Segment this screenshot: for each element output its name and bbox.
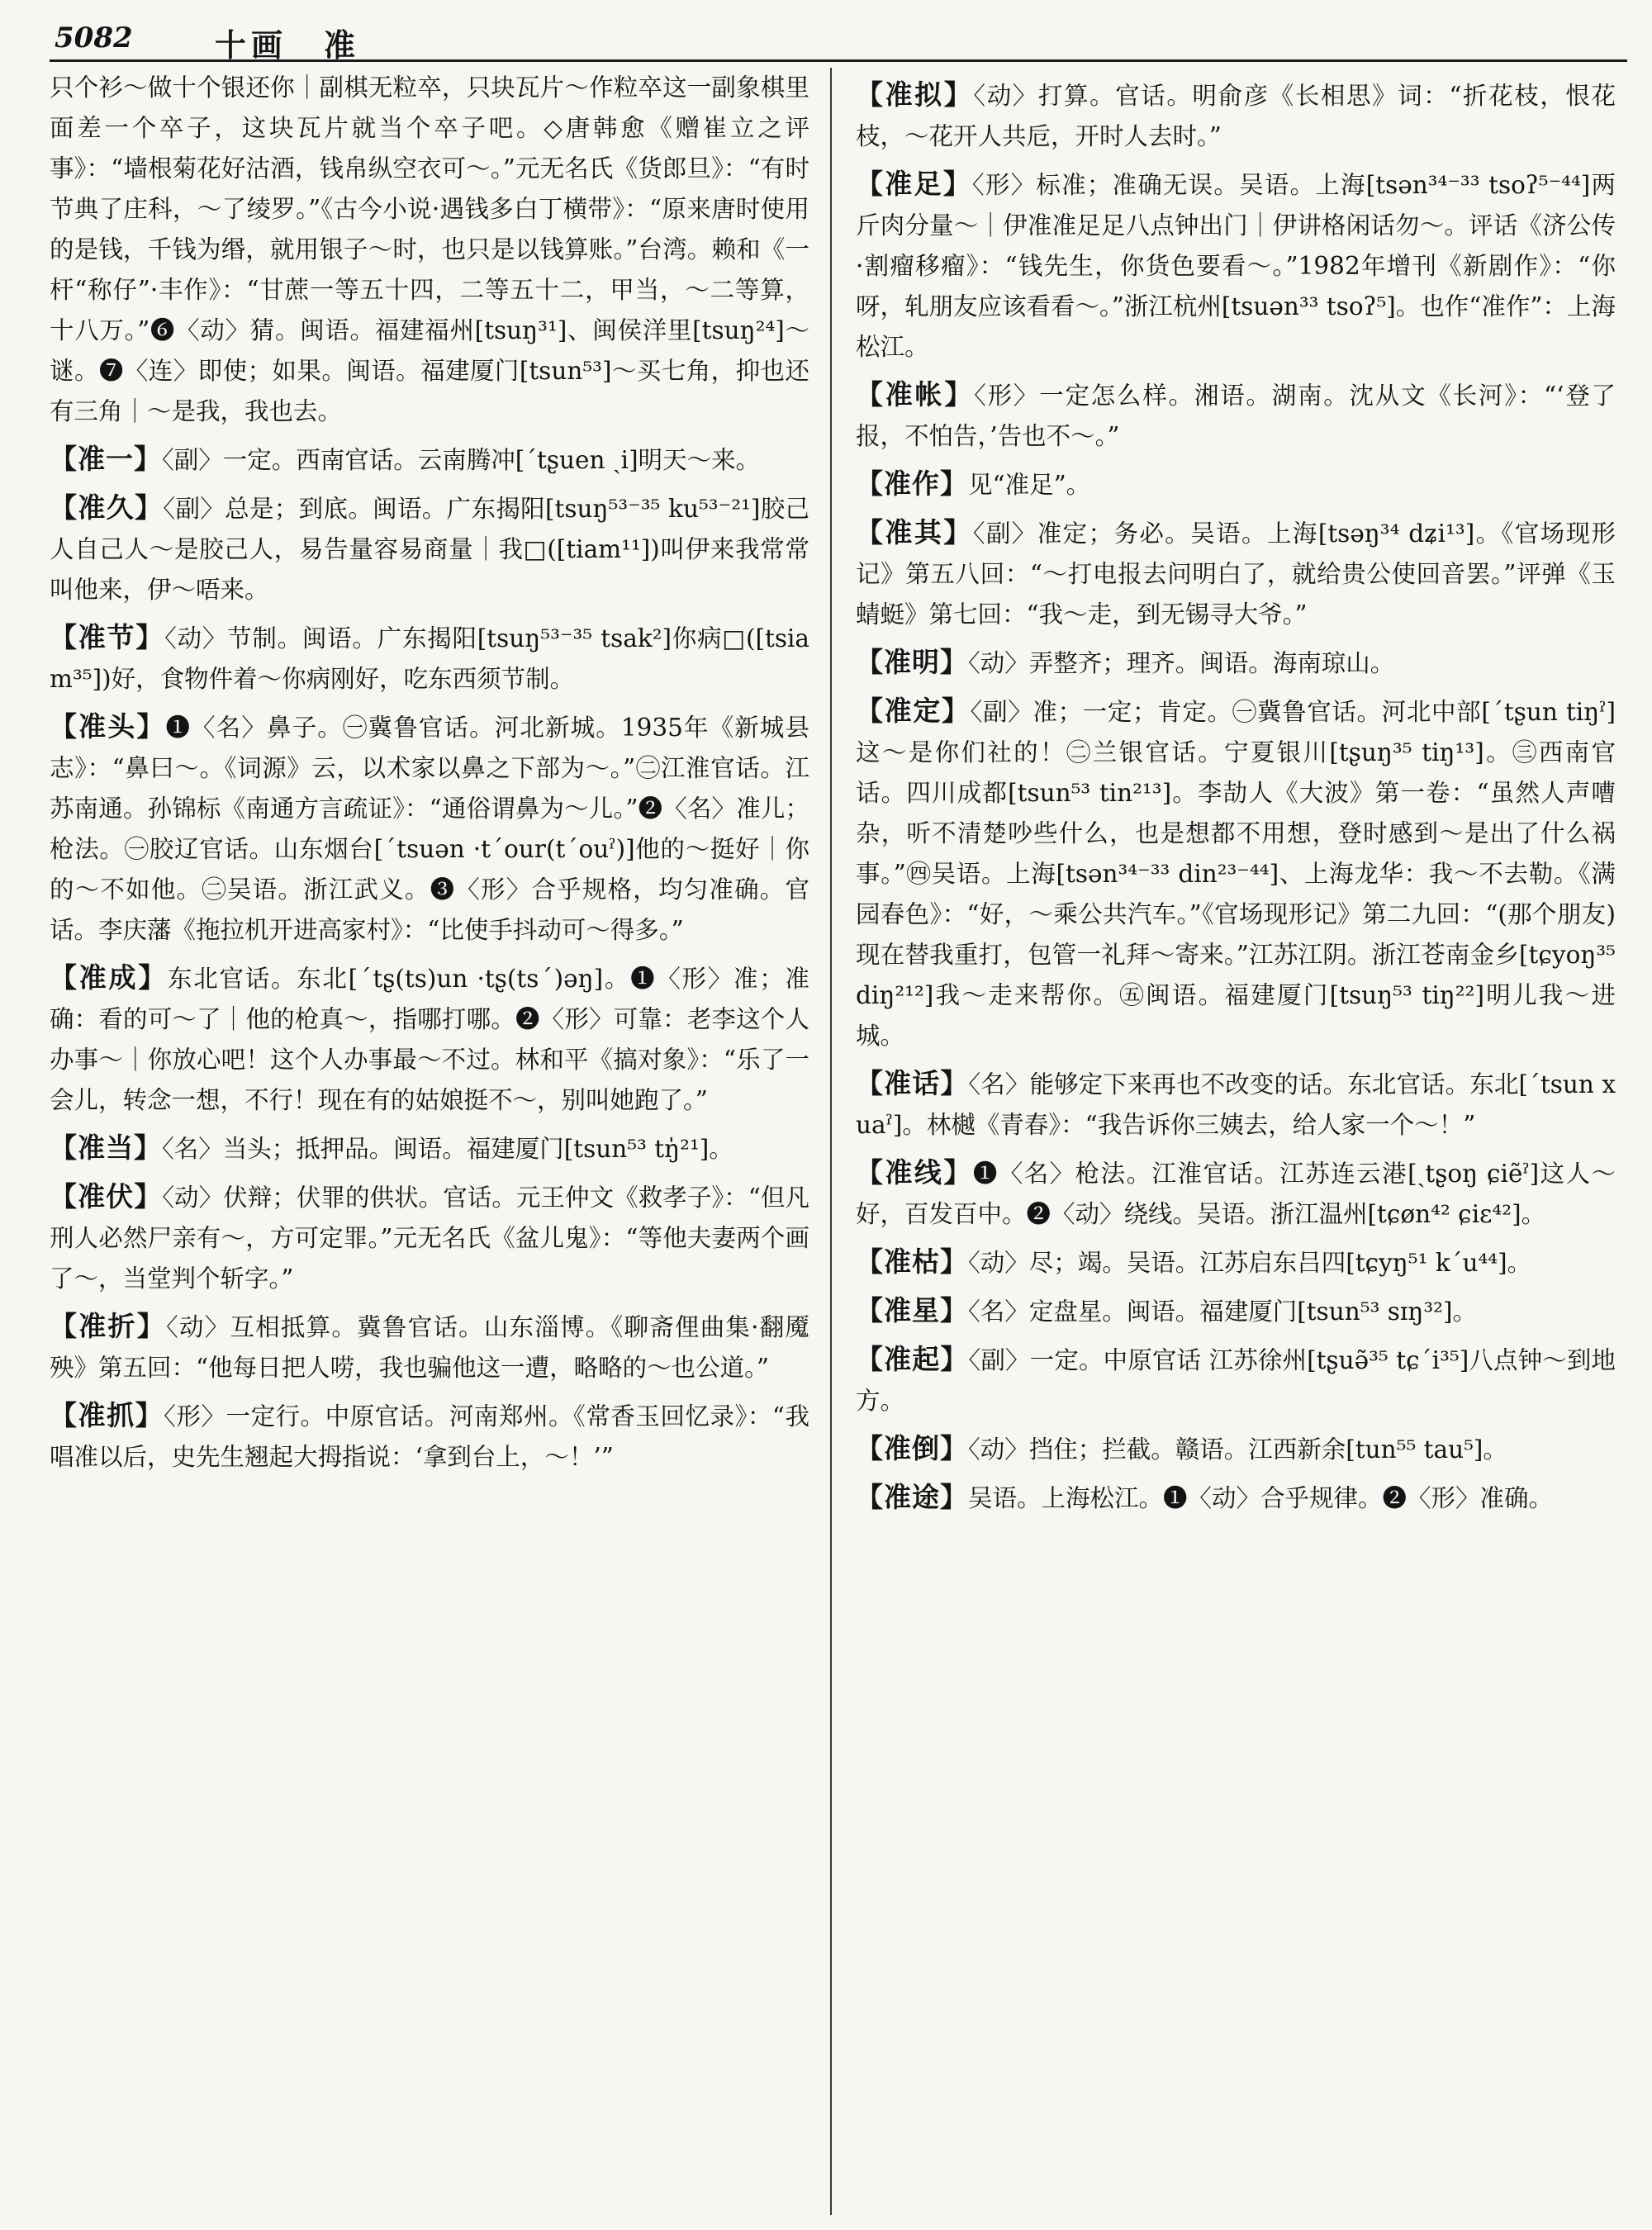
- entry-definition: ❶〈名〉枪法。江淮官话。江苏连云港[ˏtʂoŋ ɕiẽˀ]这人～好，百发百中。❷〈动〉绕线。吴语。浙江温州[tɕøn⁴² ɕiɛ⁴²]。: [856, 1160, 1616, 1228]
- dictionary-entry: [50, 957, 809, 1121]
- right-entry-list: [856, 74, 1616, 1519]
- entry-headword: 【 准线 】: [856, 1156, 973, 1189]
- column-divider: [830, 68, 832, 2215]
- entry-definition: 〈名〉能够定下来再也不改变的话。东北官话。东北[ˊtsun xuaˀ]。林樾《青春》：“我告诉你三姨去，给人家一个～！”: [856, 1070, 1616, 1139]
- dictionary-entry: [856, 690, 1616, 1056]
- right-column: [856, 68, 1616, 2215]
- entry-headword: 【 准足 】: [856, 168, 972, 200]
- entry-headword: 【 准抓 】: [50, 1399, 164, 1431]
- dictionary-entry: [856, 374, 1616, 457]
- dictionary-entry: [50, 1395, 809, 1478]
- dictionary-entry: [856, 1477, 1616, 1519]
- dictionary-entry: [856, 1428, 1616, 1470]
- entry-definition: 〈形〉标准；准确无误。吴语。上海[tsən³⁴⁻³³ tsoʔ⁵⁻⁴⁴]两斤肉分量～｜伊准准足足八点钟出门｜伊讲格闲话勿～。评话《济公传·割瘤移瘤》：“钱先生，你货色要看～。”1982年增刊《新剧作》：“你呀，轧朋友应该看看～。”浙江杭州[tsuən³³ tsoʔ⁵]。也作“准作”：上海松江。: [856, 171, 1616, 361]
- entry-headword: 【 准星 】: [856, 1294, 968, 1326]
- entry-headword: 【 准头 】: [50, 710, 166, 743]
- entry-definition: 〈动〉挡住；拦截。赣语。江西新余[tun⁵⁵ tau⁵]。: [968, 1435, 1507, 1464]
- dictionary-entry: [856, 1339, 1616, 1421]
- dictionary-entry: [856, 512, 1616, 635]
- entry-headword: 【 准拟 】: [856, 78, 973, 111]
- entry-definition: 东北官话。东北[ˊtʂ(ts)un ·tʂ(tsˊ)əŋ]。❶〈形〉准；准确：看的可～了｜他的枪真～，指哪打哪。❷〈形〉可靠：老李这个人办事～｜你放心吧！这个人办事最～不过。林和平《搞对象》：“乐了一会儿，转念一想，不行！现在有的姑娘挺不～，别叫她跑了。”: [50, 965, 809, 1114]
- entry-definition: 〈动〉打算。官话。明俞彦《长相思》词：“折花枝，恨花枝，～花开人共卮，开时人去时。”: [856, 82, 1616, 150]
- dictionary-entry: [856, 1152, 1616, 1235]
- entry-headword: 【 准倒 】: [856, 1432, 968, 1464]
- entry-headword: 【 准作 】: [856, 467, 968, 500]
- entry-definition: 见“准足”。: [968, 471, 1091, 499]
- entry-definition: 〈副〉一定。中原官话 江苏徐州[tʂuə̃³⁵ tɕˊi³⁵]八点钟～到地方。: [856, 1346, 1616, 1415]
- page-header: [50, 17, 1627, 62]
- entry-definition: 〈形〉一定怎么样。湘语。湖南。沈从文《长河》：“‘登了报，不怕告，’告也不～。”: [856, 382, 1616, 450]
- entry-headword: 【 准枯 】: [856, 1245, 968, 1278]
- dictionary-entry: [50, 617, 809, 700]
- entry-headword: 【 准其 】: [856, 516, 973, 548]
- dictionary-entry: [856, 1290, 1616, 1332]
- page-number: 5082: [55, 21, 133, 55]
- dictionary-entry: [50, 487, 809, 610]
- entry-headword: 【 准伏 】: [50, 1180, 162, 1212]
- entry-headword: 【 准话 】: [856, 1067, 968, 1099]
- dictionary-entry: [856, 1063, 1616, 1146]
- entry-definition: ❶〈名〉鼻子。㊀冀鲁官话。河北新城。1935年《新城县志》：“鼻曰～。《词源》云，以术家以鼻之下部为～。”㊁江淮官话。江苏南通。孙锦标《南通方言疏证》：“通俗谓鼻为～儿。”❷〈名〉准儿；枪法。㊀胶辽官话。山东烟台[ˊtsuən ·tˊour(tˊouˀ)]他的～挺好｜你的～不如他。㊁吴语。浙江武义。❸〈形〉合乎规格，均匀准确。官话。李庆藩《拖拉机开进高家村》：“比使手抖动可～得多。”: [50, 714, 809, 944]
- entry-headword: 【 准当 】: [50, 1132, 162, 1164]
- dictionary-entry: [856, 463, 1616, 505]
- entry-headword: 【 准明 】: [856, 646, 968, 678]
- entry-definition: 〈动〉互相抵算。冀鲁官话。山东淄博。《聊斋俚曲集·翻魇殃》第五回：“他每日把人唠，我也骗他这一遭，略略的～也公道。”: [50, 1313, 809, 1382]
- entry-headword: 【 准起 】: [856, 1343, 969, 1375]
- entry-definition: 〈名〉当头；抵押品。闽语。福建厦门[tsun⁵³ tŋ̍²¹]。: [162, 1135, 733, 1163]
- entry-definition: 〈动〉伏辩；伏罪的供状。官话。元王仲文《救孝子》：“但凡刑人必然尸亲有～，方可定罪。”元无名氏《盆儿鬼》：“等他夫妻两个画了～，当堂判个斩字。”: [50, 1184, 809, 1293]
- entry-definition: 吴语。上海松江。❶〈动〉合乎规律。❷〈形〉准确。: [968, 1484, 1554, 1512]
- entry-definition: 〈形〉一定行。中原官话。河南郑州。《常香玉回忆录》：“我唱准以后，史先生翘起大拇指说：‘拿到台上，～！’”: [50, 1402, 809, 1471]
- entry-definition: 〈动〉节制。闽语。广东揭阳[tsuŋ⁵³⁻³⁵ tsak²]你病□([tsiam³⁵])好，食物件着～你病刚好，吃东西须节制。: [50, 624, 809, 693]
- left-column: [50, 68, 809, 2215]
- entry-headword: 【 准定 】: [856, 695, 971, 727]
- entry-definition: 〈副〉准定；务必。吴语。上海[tsəŋ³⁴ dʑi¹³]。《官场现形记》第五八回：“～打电报去问明白了，就给贵公使回音罢。”评弹《玉蜻蜓》第七回：“我～走，到无锡寻大爷。”: [856, 520, 1616, 629]
- entry-headword: 【 准帐 】: [856, 378, 974, 410]
- entry-definition: 〈名〉定盘星。闽语。福建厦门[tsun⁵³ sɪŋ³²]。: [968, 1298, 1478, 1326]
- dictionary-entry: [856, 1241, 1616, 1283]
- dictionary-entry: [50, 1127, 809, 1170]
- entry-definition: 〈副〉一定。西南官话。云南腾冲[ˊtʂuen ˏi]明天～来。: [162, 446, 761, 474]
- entry-definition: 〈副〉准；一定；肯定。㊀冀鲁官话。河北中部[ˊtʂun tiŋˀ]这～是你们社的！㊁兰银官话。宁夏银川[tʂuŋ³⁵ tiŋ¹³]。㊂西南官话。四川成都[tsun⁵³ tin²¹³]。李劼人《大波》第一卷：“虽然人声嘈杂，听不清楚吵些什么，也是想都不用想，登时感到～是出了什么祸事。”㊃吴语。上海[tsən³⁴⁻³³ din²³⁻⁴⁴]、上海龙华：我～不去勒。《满园春色》：“好，～乘公共汽车。”《官场现形记》第二九回：“(那个朋友)现在替我重打，包管一礼拜～寄来。”江苏江阴。浙江苍南金乡[tɕyoŋ³⁵ diŋ²¹²]我～走来帮你。㊄闽语。福建厦门[tsuŋ⁵³ tiŋ²²]明儿我～进城。: [856, 698, 1616, 1050]
- entry-headword: 【 准久 】: [50, 491, 163, 524]
- entry-definition: 〈动〉弄整齐；理齐。闽语。海南琼山。: [968, 649, 1395, 677]
- dictionary-entry: [50, 1176, 809, 1299]
- dictionary-entry: [50, 439, 809, 481]
- dictionary-entry: [856, 642, 1616, 684]
- dictionary-entry: [50, 706, 809, 951]
- section-heading: 十画 准: [215, 26, 361, 64]
- entry-headword: 【 准途 】: [856, 1481, 968, 1513]
- entry-headword: 【 准折 】: [50, 1310, 166, 1342]
- dictionary-entry: [856, 164, 1616, 368]
- dictionary-entry: [50, 1306, 809, 1388]
- entry-definition: 〈副〉总是；到底。闽语。广东揭阳[tsuŋ⁵³⁻³⁵ ku⁵³⁻²¹]胶己人自己人～是胶己人，易告量容易商量｜我□([tiam¹¹])叫伊来我常常叫他来，伊～唔来。: [50, 495, 809, 604]
- left-entry-list: [50, 439, 809, 1478]
- entry-definition: 〈动〉尽；竭。吴语。江苏启东吕四[tɕyŋ⁵¹ kˊu⁴⁴]。: [968, 1249, 1532, 1277]
- entry-headword: 【 准节 】: [50, 621, 164, 653]
- entry-headword: 【 准成 】: [50, 961, 168, 994]
- dictionary-entry: [856, 74, 1616, 157]
- entry-headword: 【 准一 】: [50, 443, 162, 475]
- continuation-text: 只个衫～做十个银还你｜副棋无粒卒，只块瓦片～作粒卒这一副象棋里面差一个卒子，这块瓦片就当个卒子吧。◇唐韩愈《赠崔立之评事》：“墙根菊花好沽酒，钱帛纵空衣可～。”元无名氏《货郎旦》：“有时节典了庄科，～了绫罗。”《古今小说·遇钱多白丁横带》：“原来唐时使用的是钱，千钱为缗，就用银子～时，也只是以钱算账。”台湾。赖和《一杆“称仔”·丰作》：“甘蔗一等五十四，二等五十二，甲当，～二等算，十八万。”❻〈动〉猜。闽语。福建福州[tsuŋ³¹]、闽侯洋里[tsuŋ²⁴]～谜。❼〈连〉即使；如果。闽语。福建厦门[tsun⁵³]～买七角，抑也还有三角｜～是我，我也去。: [50, 74, 809, 425]
